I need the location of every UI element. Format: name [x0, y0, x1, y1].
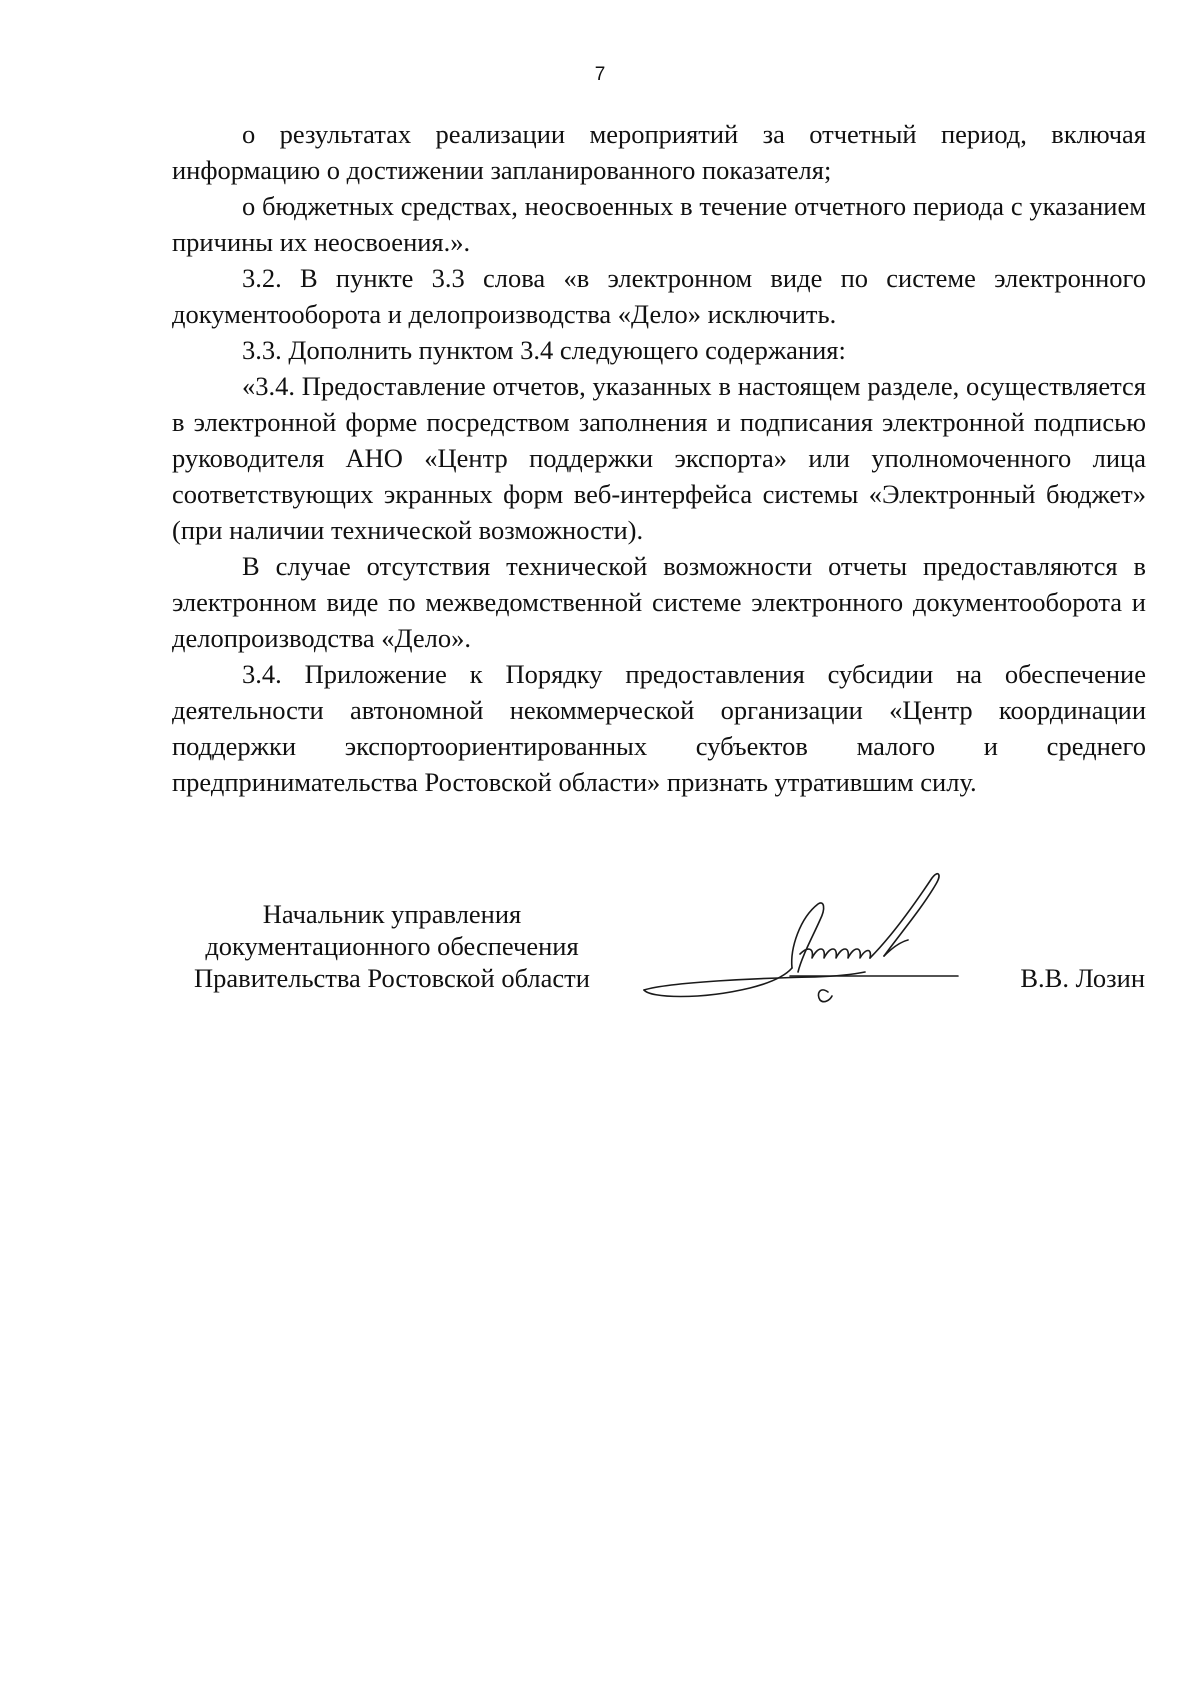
paragraph-new-item-3-4: «3.4. Предоставление отчетов, указанных в настоящем разделе, осуществляется в электронной форме посредством заполнения и подписания электронной подписью руководителя АНО «Центр поддержки экспорта» или уполномоченного лица соответствующих экранных форм веб-интерфейса системы «Электронный бюджет» (при наличии технической возможности).: [172, 371, 1146, 545]
signatory-position-line: Начальник управления: [262, 899, 522, 929]
handwritten-signature: [640, 868, 980, 1018]
signatory-position: [172, 898, 612, 994]
page-number: 7: [594, 64, 606, 85]
paragraph-report-results: о результатах реализации мероприятий за отчетный период, включая информацию о достижении запланированного показателя;: [172, 119, 1146, 185]
paragraph-no-technical-possibility: В случае отсутствия технической возможности отчеты предоставляются в электронном виде по межведомственной системе электронного документооборота и делопроизводства «Дело».: [172, 551, 1146, 653]
paragraph-item-3-3: 3.3. Дополнить пунктом 3.4 следующего содержания:: [242, 335, 846, 365]
paragraph-item-3-2: 3.2. В пункте 3.3 слова «в электронном виде по системе электронного документооборота и делопроизводства «Дело» исключить.: [172, 263, 1146, 329]
paragraph-item-3-4-annex: 3.4. Приложение к Порядку предоставления субсидии на обеспечение деятельности автономной некоммерческой организации «Центр координации поддержки экспортоориентированных субъектов малого и среднего предпринимательства Ростовской области» признать утратившим силу.: [172, 659, 1146, 797]
signatory-position-line: документационного обеспечения: [205, 931, 579, 961]
paragraph-unspent-funds: о бюджетных средствах, неосвоенных в течение отчетного периода с указанием причины их неосвоения.».: [172, 191, 1146, 257]
signatory-position-line: Правительства Ростовской области: [194, 963, 590, 993]
body-text: [172, 116, 1146, 800]
signer-name: В.В. Лозин: [1020, 963, 1145, 993]
